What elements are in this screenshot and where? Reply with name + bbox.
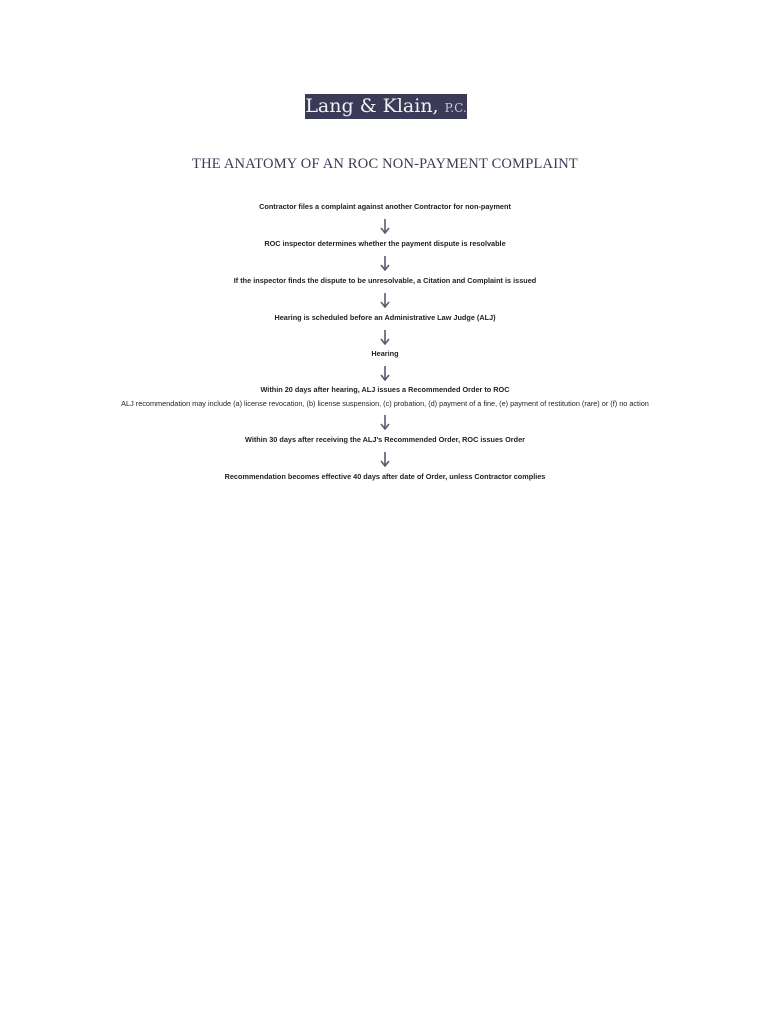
step-5: Hearing	[371, 349, 399, 358]
logo-suffix: P.C.	[444, 101, 467, 115]
step-2: ROC inspector determines whether the payment dispute is resolvable	[264, 239, 506, 248]
step-7: Within 30 days after receiving the ALJ's Recommended Order, ROC issues Order	[245, 435, 525, 444]
step-8: Recommendation becomes effective 40 days after date of Order, unless Contractor complies	[224, 472, 546, 481]
down-arrow-icon	[379, 255, 391, 271]
down-arrow-icon	[379, 365, 391, 381]
step-1: Contractor files a complaint against another Contractor for non-payment	[259, 202, 511, 211]
page-title: THE ANATOMY OF AN ROC NON-PAYMENT COMPLAINT	[192, 156, 578, 172]
step-6: Within 20 days after hearing, ALJ issues a Recommended Order to ROC	[260, 385, 510, 394]
down-arrow-icon	[379, 218, 391, 234]
step-6-note: ALJ recommendation may include (a) license revocation, (b) license suspension, (c) probation, (d) payment of a fine, (e) payment of restitution (rare) or (f) no action	[121, 399, 649, 408]
down-arrow-icon	[379, 451, 391, 467]
firm-logo	[305, 94, 467, 119]
down-arrow-icon	[379, 329, 391, 345]
logo-name: Lang & Klain,	[305, 95, 439, 117]
down-arrow-icon	[379, 414, 391, 430]
step-4: Hearing is scheduled before an Administrative Law Judge (ALJ)	[274, 313, 496, 322]
down-arrow-icon	[379, 292, 391, 308]
step-3: If the inspector finds the dispute to be unresolvable, a Citation and Complaint is issued	[233, 276, 537, 285]
